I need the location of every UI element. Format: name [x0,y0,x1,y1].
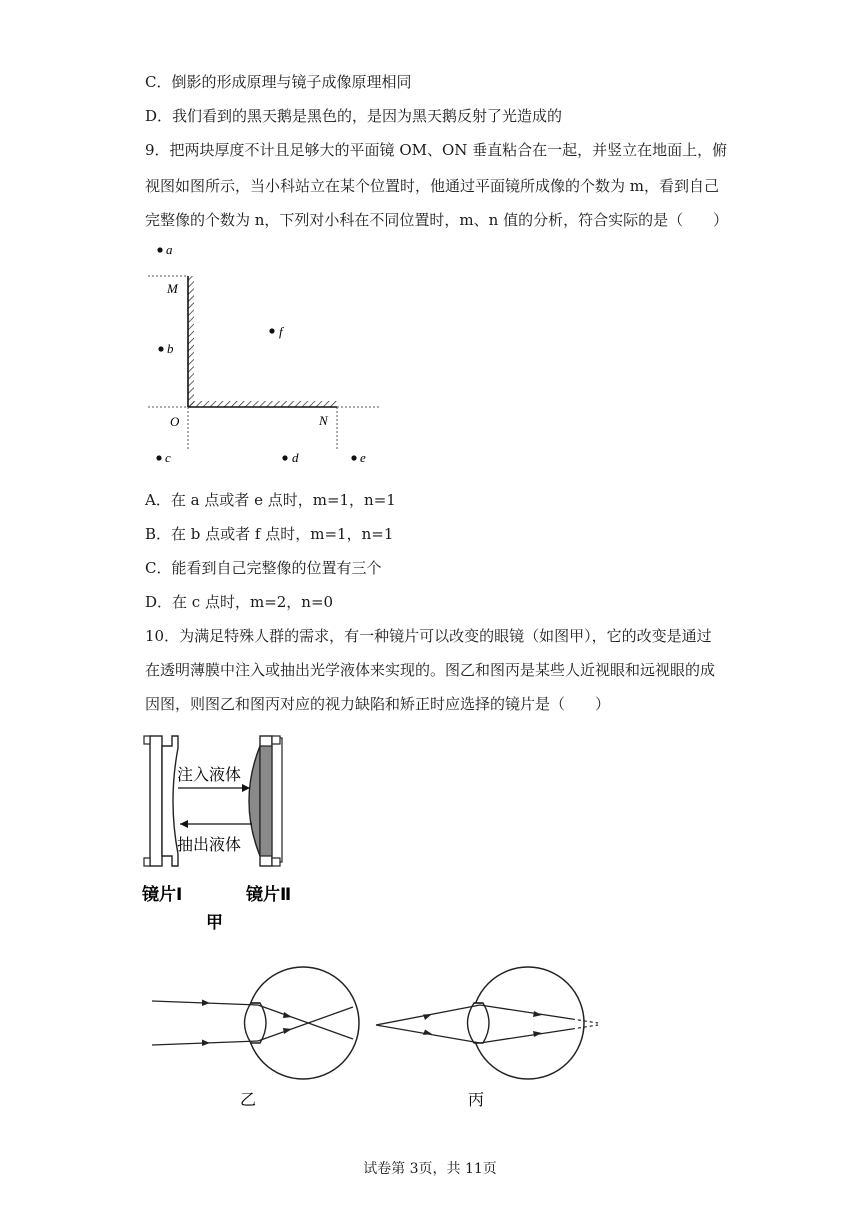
point-e [351,450,366,465]
q9-option-c: C．能看到自己完整像的位置有三个 [145,559,382,577]
mirror-on [188,401,337,407]
extract-liquid-label: 抽出液体 [177,835,242,854]
point-a [157,242,173,257]
q10-text-line3: 因图，则图乙和图丙对应的视力缺陷和矫正时应选择的镜片是（ ） [145,695,611,713]
point-d [282,450,299,465]
svg-text:e: e [360,450,366,465]
q9-mirror-figure [140,236,390,468]
svg-text:c: c [165,450,171,465]
q9-text-line1: 9．把两块厚度不计且足够大的平面镜 OM、ON 垂直粘合在一起，并竖立在地面上，俯 [145,141,728,159]
fig-jia-lenses [140,728,320,938]
q9-text-line2: 视图如图所示，当小科站立在某个位置时，他通过平面镜所成像的个数为 m，看到自己 [145,177,719,195]
option-d-prev: D．我们看到的黑天鹅是黑色的，是因为黑天鹅反射了光造成的 [145,107,563,125]
label-n: N [319,413,328,428]
point-b [158,341,174,356]
svg-text:a: a [166,242,173,257]
inject-liquid-label: 注入液体 [177,765,242,784]
q9-option-a: A．在 a 点或者 e 点时，m=1，n=1 [145,491,396,509]
fig-bing-eye [370,955,610,1115]
lens-2-label: 镜片Ⅱ [246,885,292,905]
fig-jia-caption: 甲 [206,913,223,933]
q10-text-line2: 在透明薄膜中注入或抽出光学液体来实现的。图乙和图丙是某些人近视眼和远视眼的成 [145,661,716,679]
mirror-om [188,276,194,407]
svg-text:b: b [167,341,174,356]
q10-text-line1: 10．为满足特殊人群的需求，有一种镜片可以改变的眼镜（如图甲），它的改变是通过 [145,627,712,645]
lens-1-label: 镜片Ⅰ [142,885,183,905]
option-c-prev: C．倒影的形成原理与镜子成像原理相同 [145,73,412,91]
page-footer: 试卷第 3页，共 11页 [363,1161,497,1177]
point-f [269,324,285,339]
q9-text-line3: 完整像的个数为 n，下列对小科在不同位置时，m、n 值的分析，符合实际的是（ ） [145,211,729,229]
svg-text:f: f [279,324,283,339]
point-c [156,450,171,465]
q9-option-d: D．在 c 点时，m=2，n=0 [145,593,334,611]
lens-1 [144,736,178,866]
label-o: O [170,414,180,429]
fig-bing-caption: 丙 [468,1090,485,1109]
svg-text:d: d [292,450,299,465]
fig-yi-eye [148,955,368,1115]
fig-yi-caption: 乙 [240,1090,257,1109]
label-m: M [167,281,178,296]
q9-option-b: B．在 b 点或者 f 点时，m=1，n=1 [145,525,394,543]
lens-2 [249,736,282,866]
